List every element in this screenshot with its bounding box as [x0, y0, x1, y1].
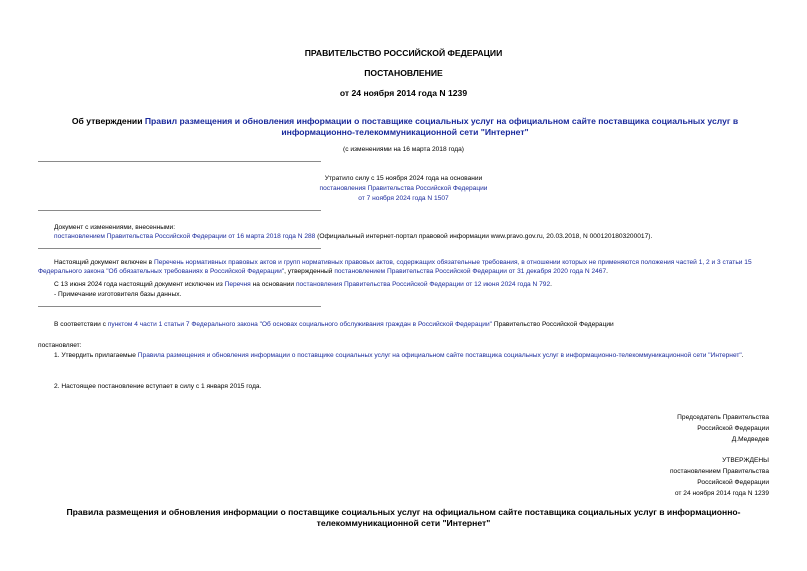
- exclusion-decree-link[interactable]: постановления Правительства Российской Федерации от 12 июня 2024 года N 792: [295, 281, 551, 288]
- rules-title: Правила размещения и обновления информации о поставщике социальных услуг на официальном сайте поставщика социальных услуг в информационно-телекоммуникационной сети "Интернет": [66, 507, 741, 528]
- approval-block: [670, 455, 769, 499]
- signature-block: [677, 412, 769, 445]
- changes-decree-link[interactable]: постановлением Правительства Российской Федерации от 16 марта 2018 года N 288: [54, 233, 316, 240]
- amendments-note: (с изменениями на 16 марта 2018 года): [343, 146, 464, 153]
- invalidation-link-2[interactable]: от 7 ноября 2024 года N 1507: [358, 195, 449, 202]
- divider: [38, 248, 321, 249]
- preamble-text: Правительство Российской Федерации: [492, 321, 614, 328]
- exclusion-text: на основании: [250, 281, 296, 288]
- exclusion-text: .: [550, 281, 552, 288]
- signature-position: Председатель Правительства: [677, 414, 769, 421]
- government-heading: ПРАВИТЕЛЬСТВО РОССИЙСКОЙ ФЕДЕРАЦИИ: [304, 48, 503, 58]
- exclusion-note: [54, 280, 770, 289]
- approved-country: Российской Федерации: [697, 479, 769, 486]
- divider: [38, 306, 321, 307]
- invalidation-line: Утратило силу с 15 ноября 2024 года на основании: [324, 175, 483, 182]
- signature-name: Д.Медведев: [731, 436, 769, 443]
- inclusion-text: Настоящий документ включен в: [54, 259, 154, 266]
- doc-type-heading: ПОСТАНОВЛЕНИЕ: [364, 68, 443, 78]
- inclusion-decree-link[interactable]: постановлением Правительства Российской Федерации от 31 декабря 2020 года N 2467: [334, 268, 607, 275]
- changes-intro: Документ с изменениями, внесенными:: [54, 224, 176, 231]
- db-note: - Примечание изготовителя базы данных.: [54, 291, 182, 298]
- approved-word: УТВЕРЖДЕНЫ: [722, 457, 769, 464]
- doc-date-number: от 24 ноября 2014 года N 1239: [339, 88, 468, 98]
- changes-source: (Официальный интернет-портал правовой информации www.pravo.gov.ru, 20.03.2018, N 0001201803200017).: [315, 233, 653, 240]
- inclusion-note: [38, 258, 770, 276]
- document-title: [70, 116, 740, 138]
- item-1-text: .: [741, 352, 744, 359]
- item-1-text: 1. Утвердить прилагаемые: [54, 352, 138, 359]
- approved-by: постановлением Правительства: [669, 468, 769, 475]
- exclusion-text: С 13 июня 2024 года настоящий документ исключен из: [54, 281, 225, 288]
- title-rules-link[interactable]: Правил размещения и обновления информации о поставщике социальных услуг на официальном сайте поставщика социальных услуг в информационно-телекоммуникационной сети "Интернет": [144, 116, 739, 137]
- item-1-rules-link[interactable]: Правила размещения и обновления информации о поставщике социальных услуг на официальном сайте поставщика социальных услуг в информационно-телекоммуникационной сети "Интернет": [137, 352, 742, 359]
- item-1: [38, 351, 770, 360]
- changes-list: [54, 232, 774, 241]
- signature-country: Российской Федерации: [697, 425, 769, 432]
- preamble: [54, 320, 770, 329]
- exclusion-list-link[interactable]: Перечня: [224, 281, 251, 288]
- federal-law-link[interactable]: пунктом 4 части 1 статьи 7 Федерального закона "Об основах социального обслуживания граждан в Российской Федерации": [107, 321, 492, 328]
- resolves-word: постановляет:: [38, 342, 82, 349]
- item-2: 2. Настоящее постановление вступает в силу с 1 января 2015 года.: [54, 383, 262, 390]
- inclusion-text: , утвержденный: [284, 268, 335, 275]
- invalidation-link-1[interactable]: постановления Правительства Российской Федерации: [319, 185, 488, 192]
- approved-date: от 24 ноября 2014 года N 1239: [674, 490, 769, 497]
- inclusion-text: .: [606, 268, 608, 275]
- divider: [38, 161, 321, 162]
- title-prefix: Об утверждении: [71, 116, 145, 126]
- preamble-text: В соответствии с: [54, 321, 108, 328]
- inclusion-list-link[interactable]: Перечень нормативных правовых актов и групп нормативных правовых актов, содержащих обязательные требования, в отношении которых не применяются положения частей 1, 2 и 3 статьи 15 Федерального закона "Об обязательных требованиях в Российской Федерации": [38, 259, 752, 275]
- divider: [38, 210, 321, 211]
